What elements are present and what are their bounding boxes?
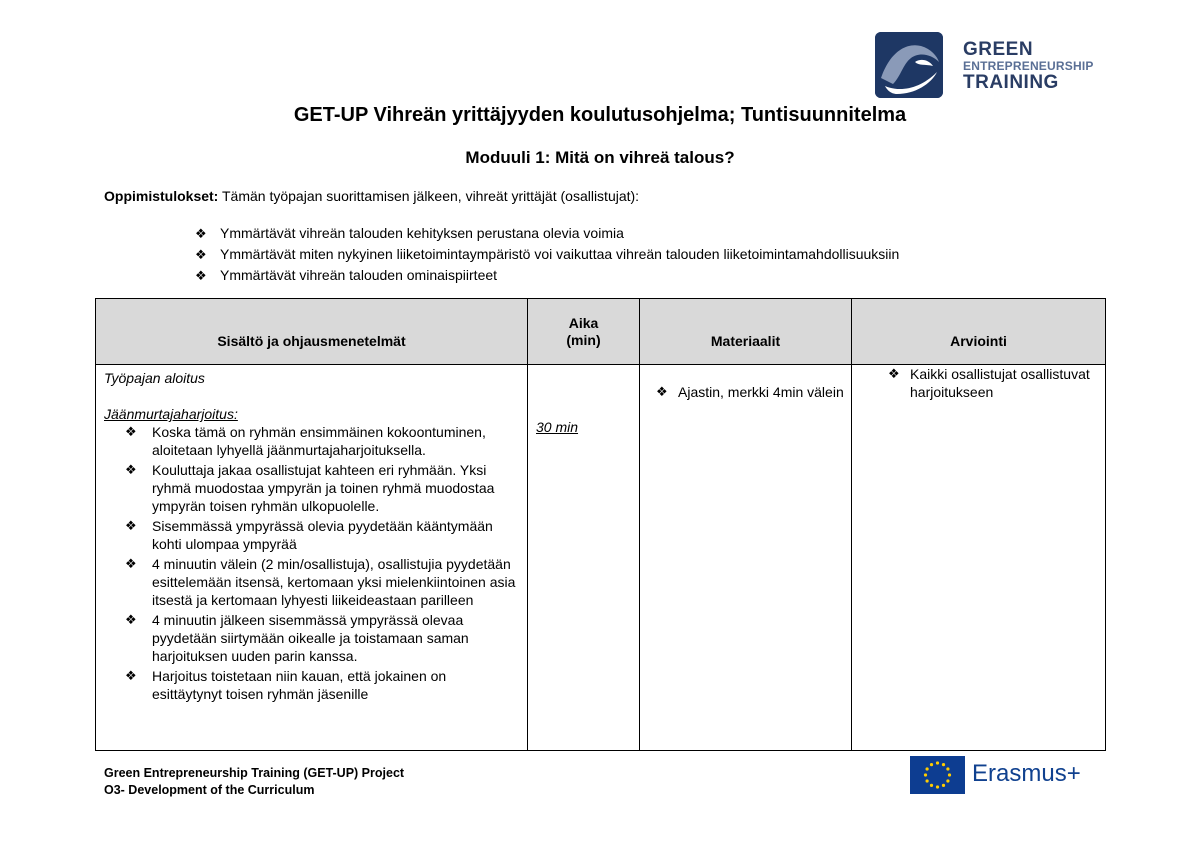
icebreaker-steps	[125, 423, 519, 703]
time-value: 30 min	[536, 419, 579, 435]
materials-text: Ajastin, merkki 4min välein	[678, 384, 844, 400]
diamond-bullet-icon: ❖	[195, 247, 207, 262]
learning-outcomes-label: Oppimistulokset:	[104, 188, 219, 204]
icebreaker-title: Jäänmurtajaharjoitus:	[104, 406, 238, 422]
header-assessment: Arviointi	[852, 299, 1106, 365]
list-item	[125, 461, 519, 515]
erasmus-plus-text: Erasmus+	[972, 760, 1081, 787]
eu-flag-icon	[910, 756, 965, 794]
module-subtitle: Moduuli 1: Mitä on vihreä talous?	[465, 148, 735, 167]
list-item	[125, 423, 519, 459]
diamond-bullet-icon: ❖	[125, 518, 137, 533]
list-item	[195, 244, 899, 265]
assessment-text: Kaikki osallistujat osallistuvat harjoitukseen	[910, 366, 1090, 400]
step-text: 4 minuutin jälkeen sisemmässä ympyrässä olevaa pyydetään siirtymään oikealle ja toistamaan saman harjoituksen uuden parin kanssa.	[152, 612, 469, 664]
header-time	[528, 299, 640, 365]
document-title: GET-UP Vihreän yrittäjyyden koulutusohjelma; Tuntisuunnitelma	[293, 104, 907, 126]
learning-outcomes-list	[195, 223, 899, 286]
assessment-cell	[852, 365, 1106, 751]
list-item	[125, 611, 519, 665]
header-time-line1: Aika	[568, 314, 599, 331]
table-header-row	[96, 299, 1106, 365]
diamond-bullet-icon: ❖	[125, 556, 137, 571]
learning-outcomes-intro	[104, 188, 639, 204]
diamond-bullet-icon: ❖	[125, 424, 137, 439]
outcome-text: Ymmärtävät vihreän talouden ominaispiirteet	[220, 267, 498, 283]
logo-line-1: GREEN	[963, 39, 1034, 60]
diamond-bullet-icon: ❖	[195, 268, 207, 283]
time-cell	[528, 365, 640, 751]
page-footer	[104, 765, 404, 799]
step-text: Koska tämä on ryhmän ensimmäinen kokoontuminen, aloitetaan lyhyellä jäänmurtajaharjoituksella.	[152, 424, 486, 458]
logo-line-2: ENTREPRENEURSHIP	[963, 59, 1094, 73]
step-text: Kouluttaja jakaa osallistujat kahteen eri ryhmään. Yksi ryhmä muodostaa ympyrän ja toinen ryhmä muodostaa ympyrän toisen ryhmän ulkopuolelle.	[152, 462, 495, 514]
intro-text: Työpajan aloitus	[104, 370, 205, 386]
erasmus-plus-logo	[910, 756, 1095, 796]
materials-cell	[640, 365, 852, 751]
diamond-bullet-icon: ❖	[125, 462, 137, 477]
learning-outcomes-text: Tämän työpajan suorittamisen jälkeen, vihreät yrittäjät (osallistujat):	[218, 188, 640, 204]
header-materials: Materiaalit	[640, 299, 852, 365]
step-text: Harjoitus toistetaan niin kauan, että jokainen on esittäytynyt toisen ryhmän jäsenille	[152, 668, 447, 702]
step-text: Sisemmässä ympyrässä olevia pyydetään kääntymään kohti ulompaa ympyrää	[152, 518, 493, 552]
diamond-bullet-icon: ❖	[195, 226, 207, 241]
green-entrepreneurship-logo	[875, 32, 1095, 100]
lesson-plan-table	[95, 298, 1106, 751]
content-cell	[96, 365, 528, 751]
outcome-text: Ymmärtävät vihreän talouden kehityksen perustana olevia voimia	[220, 225, 624, 241]
footer-line-2: O3- Development of the Curriculum	[104, 783, 315, 797]
diamond-bullet-icon: ❖	[125, 612, 137, 627]
logo-wordmark	[963, 40, 1094, 92]
list-item	[195, 265, 899, 286]
list-item	[125, 555, 519, 609]
outcome-text: Ymmärtävät miten nykyinen liiketoimintaympäristö voi vaikuttaa vihreän talouden liiketoimintamahdollisuuksiin	[220, 246, 900, 262]
logo-emblem-icon	[875, 32, 943, 98]
step-text: 4 minuutin välein (2 min/osallistuja), osallistujia pyydetään esittelemään itsensä, kertomaan yksi mielenkiintoinen asia itsestä ja kertomaan lyhyesti liikeideastaan parilleen	[152, 556, 516, 608]
table-row	[96, 365, 1106, 751]
diamond-bullet-icon: ❖	[125, 668, 137, 683]
list-item	[125, 667, 519, 703]
list-item	[195, 223, 899, 244]
footer-line-1: Green Entrepreneurship Training (GET-UP) Project	[104, 766, 405, 780]
header-time-line2: (min)	[566, 331, 601, 348]
logo-line-3: TRAINING	[963, 72, 1059, 93]
header-content: Sisältö ja ohjausmenetelmät	[96, 299, 528, 365]
list-item	[125, 517, 519, 553]
diamond-bullet-icon: ❖	[888, 366, 900, 381]
diamond-bullet-icon: ❖	[656, 384, 668, 399]
